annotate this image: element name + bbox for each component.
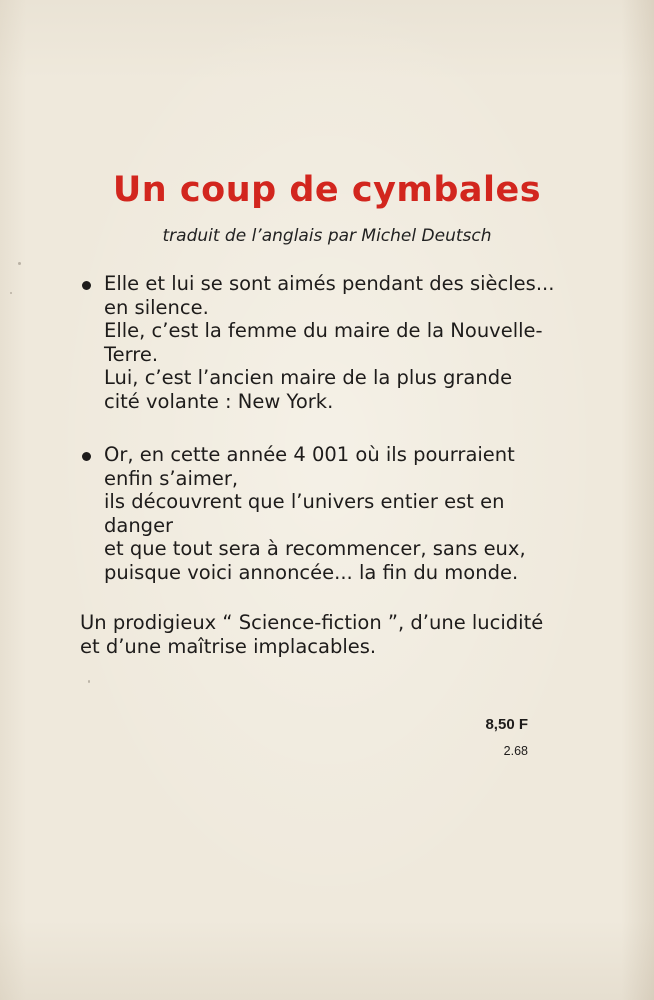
paper-speck — [88, 680, 90, 683]
price-label: 8,50 F — [485, 716, 528, 733]
blurb-line: Terre. — [104, 342, 159, 366]
book-title: Un coup de cymbales — [112, 170, 542, 210]
blurb-line: puisque voici annoncée... la fin du monde. — [104, 560, 519, 584]
bullet-icon — [82, 281, 91, 290]
blurb-paragraph-2 — [104, 443, 556, 584]
catalog-code: 2.68 — [503, 744, 528, 758]
blurb-line: danger — [104, 513, 174, 537]
closing-statement — [80, 611, 560, 659]
blurb-line: en silence. — [104, 295, 209, 319]
closing-line: Un prodigieux “ Science-fiction ”, d’une lucidité — [80, 611, 544, 634]
blurb-line: et que tout sera à recommencer, sans eux, — [104, 537, 526, 560]
blurb-line: cité volante : New York. — [104, 389, 334, 413]
blurb-line: Elle, c’est la femme du maire de la Nouvelle- — [104, 319, 543, 342]
blurb-line: enfin s’aimer, — [104, 466, 239, 490]
blurb-line: Lui, c’est l’ancien maire de la plus grande — [104, 366, 513, 389]
blurb-line: ils découvrent que l’univers entier est en — [104, 490, 505, 513]
blurb-paragraph-1 — [104, 272, 556, 413]
blurb-line: Or, en cette année 4 001 où ils pourraient — [104, 443, 515, 466]
closing-line: et d’une maîtrise implacables. — [80, 635, 377, 658]
bullet-icon — [82, 452, 91, 461]
paper-speck — [10, 292, 12, 294]
translator-credit: traduit de l’anglais par Michel Deutsch — [162, 226, 492, 246]
paper-speck — [18, 262, 21, 265]
blurb-line: Elle et lui se sont aimés pendant des siècles... — [104, 272, 555, 295]
